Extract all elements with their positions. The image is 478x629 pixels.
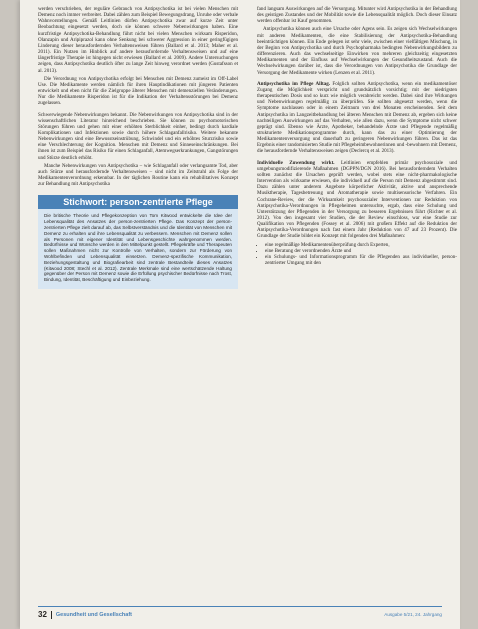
paragraph-text: Folglich sollten Antipsychotika, wenn ein medikamentöser Zugang die Möglichkeit verspricht und grundsätzlich vorsichtig; mit der niedrigsten therapeutischen Dosis und so kurz wie möglich verabreicht werden. Dabei sind ihre Wirkungen und Nebenwirkungen regelmäßig zu überprüfen. Sie sollten abgesetzt werden, wenn die Symptome nachlassen oder in einem Zeitraum von drei Monaten erscheinenden. Seit dem Antipsychotika im Langzeitbehandlung bei älteren Menschen mit Demenz ab, ergeben sich keine nachteiligen Auswirkungen auf das Verhalten, wie allen dazu, wenn die Symptome nicht schwer geprägt sind. Ebenso wie Ärzte, Apotheker, behandelnde Ärzte und Pflegende regelmäßig strukturierte Medikationsprogramme durch, kann das zu einer Optimierung der Medikamentenversorgung und dauerhaft zu geringeren Nebenwirkungen führen. Das ist das Ergebnis einer randomisierten Studie mit Pflegeheimbewohnerinnen und -bewohnern mit Demenz, die herausfordernde Verhaltensweisen zeigen (Declercq et al. 2013). — [257, 80, 457, 155]
body-paragraph: fand langsam Auswirkungen auf die Versorgung. Mitunter wird Antipsychotika in der Behandlung des geistigen Zustandes und der Mobilität sowie die Lebensqualität möglich. Doch dieser Einsatz werden offenbar ist Kauf genommen. — [257, 6, 457, 25]
info-box — [38, 209, 238, 289]
footer-divider — [51, 611, 52, 619]
bullet-list — [257, 242, 457, 267]
magazine-page — [20, 0, 460, 629]
info-box-heading: Stichwort: person-zentrierte Pflege — [38, 195, 238, 209]
info-box-text: Die britische Theorie und Pflegekonzeption von Tom Kitwood entwickelte die Idee der Lebensqualität des Ansatzes der person-zentrierten Pflege. Das Konzept der person-zentrierten Pflege zielt darauf ab, das Selbstverständnis und die Identität von Menschen mit Demenz zu erhalten und ihre Lebensqualität zu verbessern. Menschen mit Demenz sollen als Personen mit eigener Identität und Lebensgeschichte wahrgenommen werden. Bedürfnisse und Wünsche werden in den Mittelpunkt gestellt. Pflegekräfte und Therapeuten sollen Maßnahmen nicht zur Kontrolle von Verhalten, sondern zur Förderung von Wohlbefinden und Lebensqualität einsetzen. Demenz-spezifische Kommunikation, Beziehungsgestaltung und Biografiearbeit sind zentrale Bestandteile dieses Ansatzes (Kitwood 2008; Stechl et al. 2012). Zentrale Merkmale sind eine wertschätzende Haltung gegenüber der Person mit Demenz sowie die Erfüllung psychischer Bedürfnisse nach Trost, Bindung, Identität, Beschäftigung und Einbeziehung. — [44, 213, 232, 283]
body-paragraph: Die Verordnung von Antipsychotika erfolgt bei Menschen mit Demenz zumeist im Off-Label Use. Die Medikamente werden nämlich für ihren Hauptindikationen mit jüngeren Patienten entwickelt und eben nicht für die Zielgruppe älterer Menschen mit demenziellen Veränderungen. Nur die Medikamente Risperidon ist für die Indikation der Verhaltensstörungen bei Demenz zugelassen. — [38, 75, 238, 107]
body-paragraph: Antipsychotika können auch eine Ursache oder Agens sein. Es zeigen sich Wechselwirkungen mit anderen Medikamenten, die eine Stabilisierung der Antipsychotika-Behandlung beeinträchtigen können. Ein Ende gelegen ist sehr viele, zwischen einer vielfältigen Mischung, in der Beginn von Antipsychotika und durch Psychopharmaka bedingten Nebenwirkungsbildern zu differenzieren. Auch das wechselseitige Einwirken von mehreren gleichzeitig eingesetzten Medikamenten und der Einfluss auf Wechselwirkungen der Gesundheitszustand. Auch die Wechselwirkungen darüber ist, dass die Verordnungen von Antipsychotika die Grundlage der Versorgung der Medikamente wirken (Lenzen et al. 2011). — [257, 26, 457, 76]
paragraph-text: Leitlinien empfehlen primär psychosoziale und umgebungsmodifizierende Maßnahmen (DGPPN/DGN 2016). Bei herausforderndem Verhalten sollten zunächst die Ursachen geprüft werden, wobei stets eine nicht-pharmakologische Intervention als wirksame erwiesen, die individuell auf die Person mit Demenz abgestimmt sind. Dazu zählen unter anderem Angebote körperlicher Aktivität, aktive und ansprechende Musiktherapie, Tagesbetreuung und Aromatherapie sowie multisensorische Verfahren. Ein Cochrane-Review, der die Wirksamkeit psychosozialer Interventionen zur Reduktion von Antipsychotika-Verordnungen in Pflegeheimen untersuchte, ergab, dass eine Schulung und Unterstützung der Pflegenden in der Versorgung zu besseren Ergebnissen führt (Richter et al. 2012). Von den insgesamt vier Studien, die der Review einschloss, war eine Studie zur Qualifikation von Pflegenden (Fossey et al. 2006) mit großem Effekt auf die Reduktion der Antipsychotika-Verordnungen nach fast einem Jahr (Reduktion von 47 auf 23 Prozent). Die Grundlage der Studie bildet ein Konzept mit folgenden drei Maßnahmen: — [257, 159, 457, 240]
list-item: • eine regelmäßige Medikamentenüberprüfung durch Experten, — [265, 242, 457, 248]
paragraph-lead: Individuelle Zuwendung wirkt. — [257, 159, 335, 166]
journal-name: Gesundheit und Gesellschaft — [55, 611, 133, 618]
list-item: • eine Beratung der verordnenden Ärzte und — [265, 248, 457, 254]
body-paragraph: Schwerwiegende Nebenwirkungen bekannt. Die Nebenwirkungen von Antipsychotika sind in der wissenschaftlichen Literatur hinreichend beschrieben. Sie können zu psychomotorischen Störungen führen und gehen mit einer erhöhten Sterblichkeit einher, bedingt durch kardiale Komplikationen und Infektionen sowie durch höhere Schlaganfallrisiko. Weitere bekannte Nebenwirkungen sind eine Bewusstseinstrübung, Schwindel und ein erhöhtes Sturzrisiko sowie eine Verschlechterung der Kognition. Menschen mit Demenz und Sinneseinschränkungen. Bei ihnen ist zum Beispiel das Risiko für einen Schlaganfall, Atemwegserkrankungen, Gangstörungen und Stürze deutlich erhöht. — [38, 111, 238, 161]
paragraph-lead: Antipsychotika im Pflege Alltag. — [257, 80, 330, 87]
body-paragraph: Manche Nebenwirkungen von Antipsychotika – wie Schlaganfall oder verlangsamte Tod, aber auch Stürze und herausfordernde Verhaltensweisen – sind nicht im Zeitstrahl als Folge der Medikamentenverordnung erkennbar. In der täglichen Routine kann ein rehabilitatives Konzept zur Behandlung mit Antipsychotika — [38, 162, 238, 188]
page-footer — [38, 606, 442, 619]
list-item: • ein Schulungs- und Informationsprogramm für die Pflegenden aus individueller, person-zentrierter Umgang mit den — [265, 254, 457, 266]
issue-info: Ausgabe 5/21, 24. Jahrgang — [384, 612, 442, 617]
left-column — [38, 6, 238, 289]
body-paragraph — [257, 160, 457, 240]
right-column — [257, 6, 457, 266]
body-paragraph: werden verschrieben, der reguläre Gebrauch von Antipsychotika ist bei vielen Menschen mit Demenz noch immer verbreitet. Dabei zählen zum Beispiel Bewegungsdrang, Unruhe oder verbale Wahnvorstellungen. Gemäß Leitlinien dürfen Antipsychotika zwar auf kurze Zeit unter Beobachtung eingesetzt werden, doch sie können schwere Nebenwirkungen haben. Eine kurzfristige Antipsychotika-Behandlung führt nicht bei vielen Menschen wirksam Risperidon, Olanzapin und Aripiprazol kann ohne Senkung bei schwerer Aggression in einer geringfügigen Linderung dieser herausfordernden Verhaltensweisen führen (Ballard et al. 2013; Maher et al. 2011). Ein Nutzen im Hinblick auf andere herausfordernde Verhaltensweisen und auf eine längerfristige Therapie ist hingegen nicht erwiesen (Ballard et al. 2009). Andere Untersuchungen zeigen, dass Antipsychotika deutlich öfter zu lange Zeit hinweg verordnet werden (Gustafsson et al. 2013). — [38, 6, 238, 74]
body-paragraph — [257, 81, 457, 155]
page-number: 32 — [38, 610, 47, 619]
